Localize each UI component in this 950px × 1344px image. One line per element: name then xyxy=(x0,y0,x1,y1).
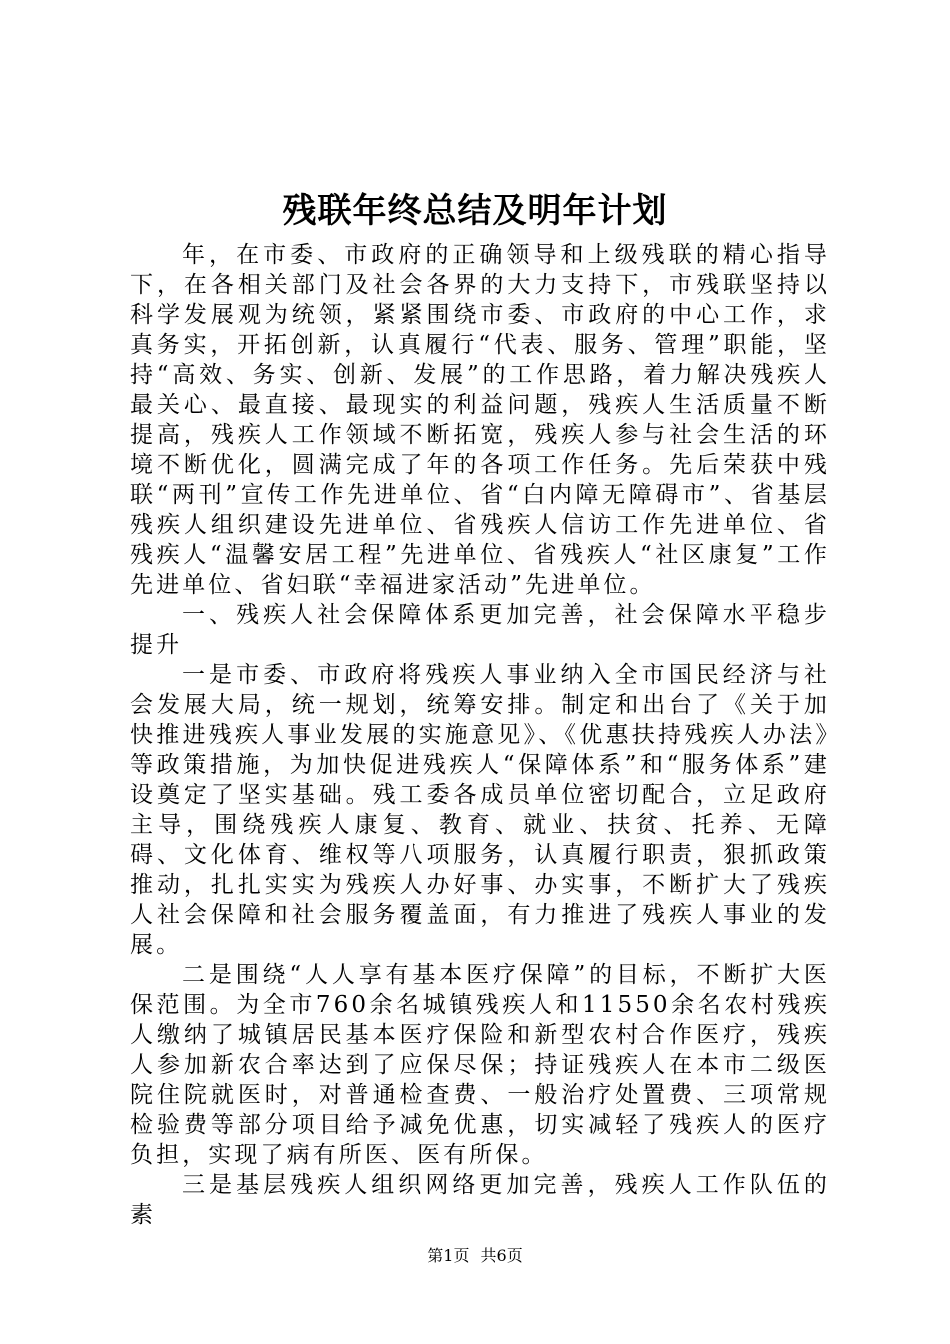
page-footer xyxy=(0,1244,950,1268)
document-title: 残联年终总结及明年计划 xyxy=(282,191,668,231)
section-heading-1: 一、残疾人社会保障体系更加完善，社会保障水平稳步提升 xyxy=(130,602,830,658)
paragraph-point-1: 一是市委、市政府将残疾人事业纳入全市国民经济与社会发展大局，统一规划，统筹安排。制定和出台了《关于加快推进残疾人事业发展的实施意见》、《优惠扶持残疾人办法》等政策措施，为加快促进残疾人“保障体系”和“服务体系”建设奠定了坚实基础。残工委各成员单位密切配合，立足政府主导，围绕残疾人康复、教育、就业、扶贫、托养、无障碍、文化体育、维权等八项服务，认真履行职责，狠抓政策推动，扎扎实实为残疾人办好事、办实事，不断扩大了残疾人社会保障和社会服务覆盖面，有力推进了残疾人事业的发展。 xyxy=(130,662,830,958)
page-number: 第1页 xyxy=(427,1246,470,1265)
paragraph-intro: 年，在市委、市政府的正确领导和上级残联的精心指导下，在各相关部门及社会各界的大力支持下，市残联坚持以科学发展观为统领，紧紧围绕市委、市政府的中心工作，求真务实，开拓创新，认真履行“代表、服务、管理”职能，坚持“高效、务实、创新、发展”的工作思路，着力解决残疾人最关心、最直接、最现实的利益问题，残疾人生活质量不断提高，残疾人工作领域不断拓宽，残疾人参与社会生活的环境不断优化，圆满完成了年的各项工作任务。先后荣获中残联“两刊”宣传工作先进单位、省“白内障无障碍市”、省基层残疾人组织建设先进单位、省残疾人信访工作先进单位、省残疾人“温馨安居工程”先进单位、省残疾人“社区康复”工作先进单位、省妇联“幸福进家活动”先进单位。 xyxy=(130,242,830,598)
paragraph-point-2: 二是围绕“人人享有基本医疗保障”的目标，不断扩大医保范围。为全市760余名城镇残疾人和11550余名农村残疾人缴纳了城镇居民基本医疗保险和新型农村合作医疗，残疾人参加新农合率达到了应保尽保；持证残疾人在本市二级医院住院就医时，对普通检查费、一般治疗处置费、三项常规检验费等部分项目给予减免优惠，切实减轻了残疾人的医疗负担，实现了病有所医、医有所保。 xyxy=(130,962,830,1168)
paragraph-point-3: 三是基层残疾人组织网络更加完善，残疾人工作队伍的素 xyxy=(130,1172,830,1228)
page-total: 共6页 xyxy=(480,1246,523,1265)
document-body xyxy=(130,240,830,1230)
